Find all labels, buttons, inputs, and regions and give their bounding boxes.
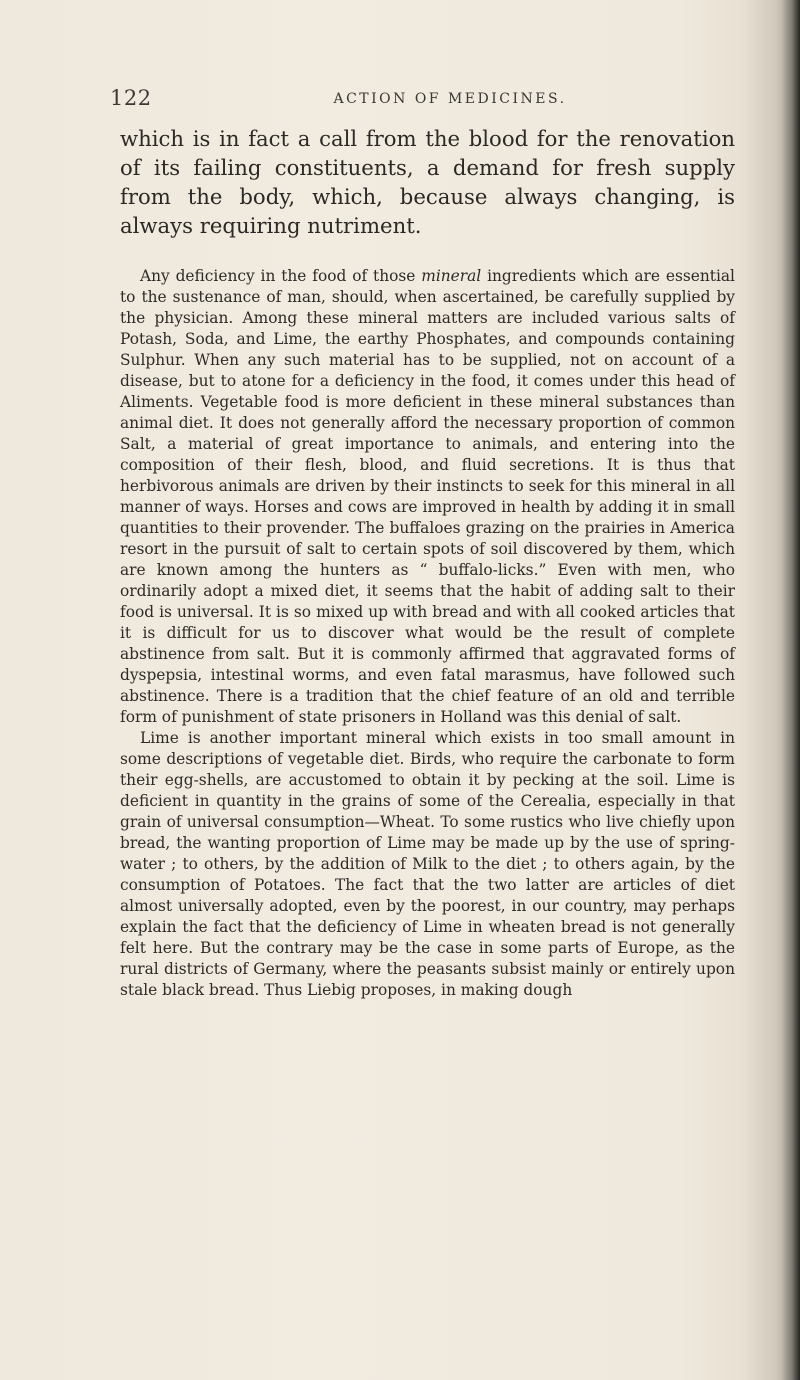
page-header [110,86,730,116]
paragraph-minerals-part1: Any deficiency in the food of those [140,267,422,285]
intro-text: which is in fact a call from the blood for the renovation of its failing constituents, a demand for fresh supply from the body, which, because always changing, is always requiring nutriment. [120,126,735,238]
paragraph-minerals-part2: ingredients which are essential to the sustenance of man, should, when ascertained, be carefully supplied by the physician. Among these mineral matters are included various salts of Potash, Soda, and Lime, the earthy Phosphates, and compounds containing Sulphur. When any such material has to be supplied, not on account of a disease, but to atone for a deficiency in the food, it comes under this head of Aliments. Vegetable food is more deficient in these mineral substances than animal diet. It does not generally afford the necessary proportion of common Salt, a material of great importance to animals, and entering into the composition of their flesh, blood, and fluid secretions. It is thus that herbivorous animals are driven by their instincts to seek for this mineral in all manner of ways. Horses and cows are improved in health by adding it in small quantities to their provender. The buffaloes grazing on the prairies in America resort in the pursuit of salt to certain spots of soil discovered by them, which are known among the hunters as “ buffalo-licks.” Even with men, who ordinarily adopt a mixed diet, it seems that the habit of adding salt to their food is universal. It is so mixed up with bread and with all cooked articles that it is difficult for us to discover what would be the result of complete abstinence from salt. But it is commonly affirmed that aggravated forms of dyspepsia, intestinal worms, and even fatal marasmus, have followed such abstinence. There is a tradition that the chief feature of an old and terrible form of punishment of state prisoners in Holland was this denial of salt. [120,267,735,726]
page-number: 122 [110,86,152,110]
paragraph-minerals-italic: mineral [421,267,482,285]
paragraph-lime: Lime is another important mineral which exists in too small amount in some descriptions of vegetable diet. Birds, who require the carbonate to form their egg-shells, are accustomed to obtain it by pecking at the soil. Lime is deficient in quantity in the grains of some of the Cerealia, especially in that grain of universal consumption—Wheat. To some rustics who live chiefly upon bread, the wanting proportion of Lime may be made up by the use of spring-water ; to others, by the addition of Milk to the diet ; to others again, by the consumption of Potatoes. The fact that the two latter are articles of diet almost universally adopted, even by the poorest, in our country, may perhaps explain the fact that the deficiency of Lime in wheaten bread is not generally felt here. But the contrary may be the case in some parts of Europe, as the rural districts of Germany, where the peasants subsist mainly or entirely upon stale black bread. Thus Liebig proposes, in making dough [120,729,735,999]
paragraph-minerals [120,266,735,728]
running-head: ACTION OF MEDICINES. [333,91,567,107]
page-edge-shadow [782,0,800,1380]
body-text [120,266,735,1001]
intro-paragraph [120,124,735,240]
